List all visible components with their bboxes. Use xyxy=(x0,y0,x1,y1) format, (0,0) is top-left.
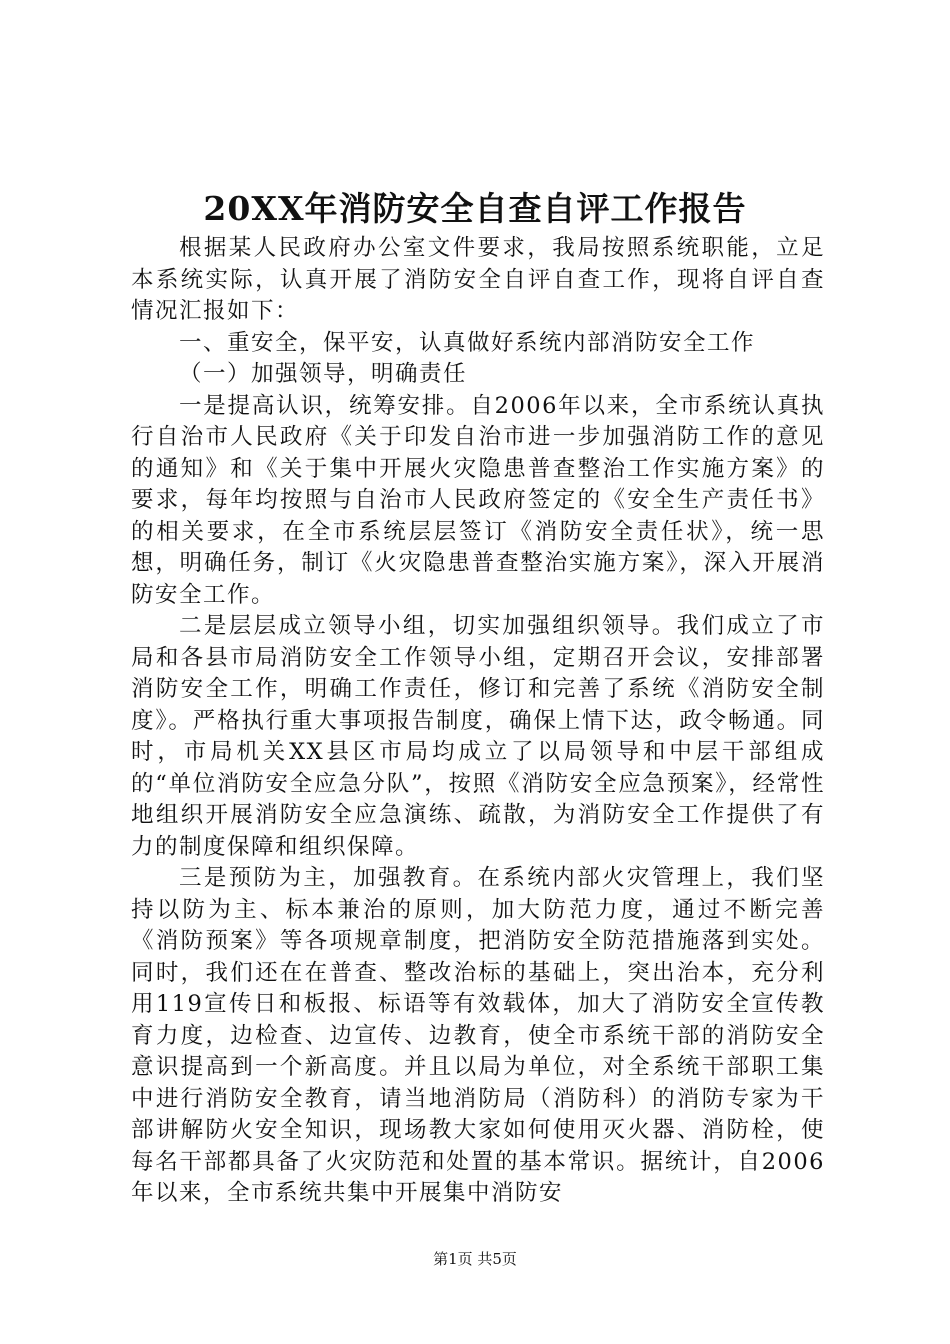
document-title: 20XX年消防安全自查自评工作报告 xyxy=(203,189,747,228)
subsection-heading: （一）加强领导，明确责任 xyxy=(179,361,468,387)
section-heading: 一、重安全，保平安，认真做好系统内部消防安全工作 xyxy=(179,329,756,356)
intro-paragraph: 根据某人民政府办公室文件要求，我局按照系统职能，立足本系统实际，认真开展了消防安全自评自查工作，现将自评自查情况汇报如下： xyxy=(131,235,825,324)
body-paragraph: 三是预防为主，加强教育。在系统内部火灾管理上，我们坚持以防为主、标本兼治的原则，加大防范力度，通过不断完善《消防预案》等各项规章制度，把消防安全防范措施落到实处。同时，我们还在在普查、整改治标的基础上，突出治本，充分利用119宣传日和板报、标语等有效载体，加大了消防安全宣传教育力度，边检查、边宣传、边教育，使全市系统干部的消防安全意识提高到一个新高度。并且以局为单位，对全系统干部职工集中进行消防安全教育，请当地消防局（消防科）的消防专家为干部讲解防火安全知识，现场教大家如何使用灭火器、消防栓，使每名干部都具备了火灾防范和处置的基本常识。据统计，自2006年以来，全市系统共集中开展集中消防安 xyxy=(131,865,825,1206)
page-footer: 第1页 共5页 xyxy=(433,1250,517,1268)
document-body xyxy=(131,233,825,1210)
body-paragraph: 二是层层成立领导小组，切实加强组织领导。我们成立了市局和各县市局消防安全工作领导小组，定期召开会议，安排部署消防安全工作，明确工作责任，修订和完善了系统《消防安全制度》。严格执行重大事项报告制度，确保上情下达，政令畅通。同时，市局机关XX县区市局均成立了以局领导和中层干部组成的“单位消防安全应急分队”，按照《消防安全应急预案》，经常性地组织开展消防安全应急演练、疏散，为消防安全工作提供了有力的制度保障和组织保障。 xyxy=(131,613,825,860)
body-paragraph: 一是提高认识，统筹安排。自2006年以来，全市系统认真执行自治市人民政府《关于印发自治市进一步加强消防工作的意见的通知》和《关于集中开展火灾隐患普查整治工作实施方案》的要求，每年均按照与自治市人民政府签定的《安全生产责任书》的相关要求，在全市系统层层签订《消防安全责任状》，统一思想，明确任务，制订《火灾隐患普查整治实施方案》，深入开展消防安全工作。 xyxy=(131,392,825,608)
